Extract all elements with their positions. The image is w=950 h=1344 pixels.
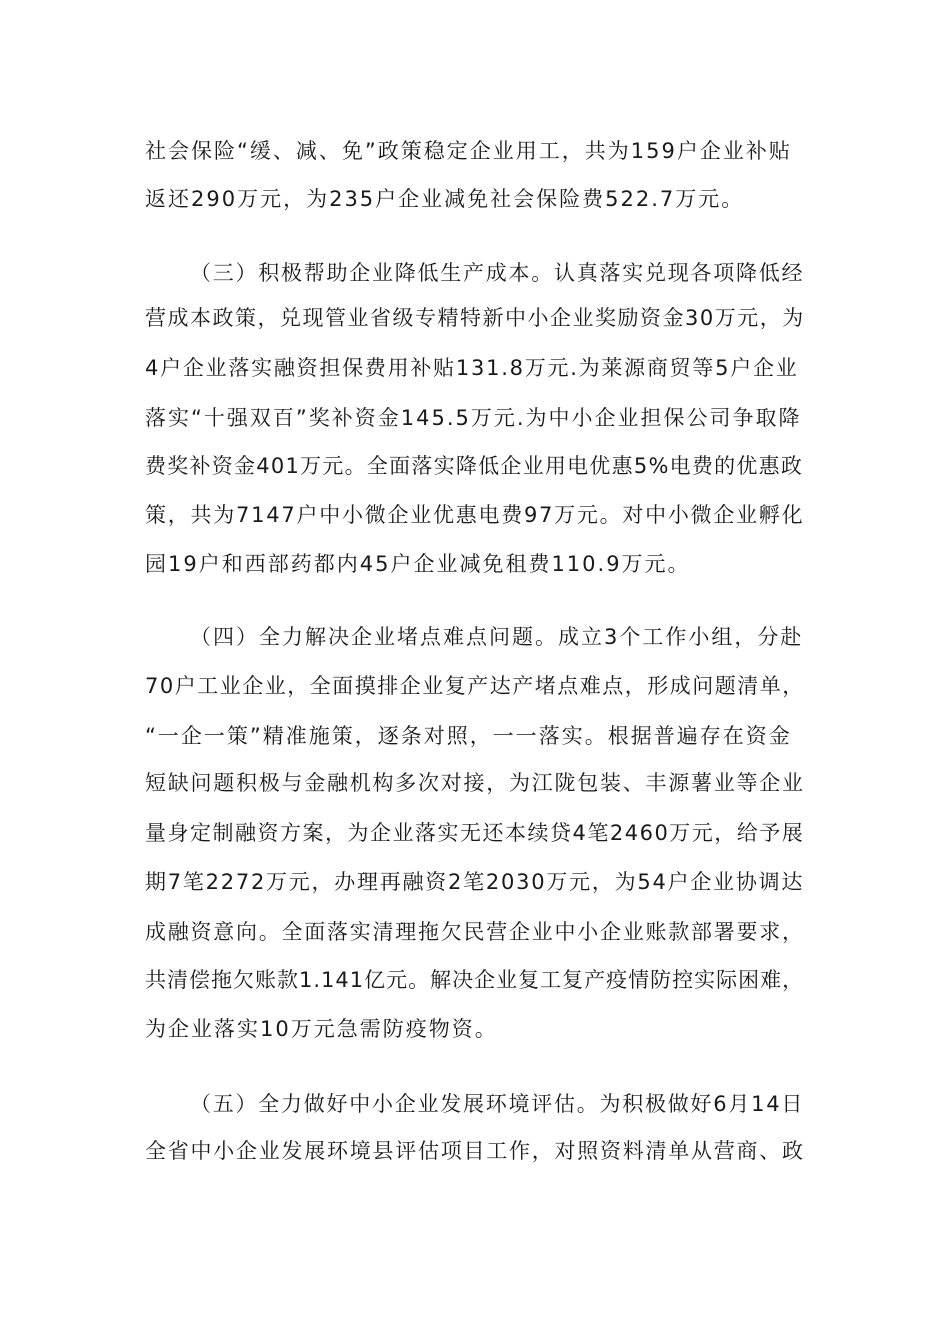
text-line: 费奖补资金401万元。全面落实降低企业用电优惠5%电费的优惠政	[145, 454, 804, 478]
text-line: 园19户和西部药都内45户企业减免租费110.9万元。	[145, 552, 691, 576]
text-line: 为企业落实10万元急需防疫物资。	[145, 1017, 498, 1041]
text-line: 短缺问题积极与金融机构多次对接，为江陇包装、丰源薯业等企业	[145, 771, 805, 795]
section-heading-4: （四）全力解决企业堵点难点问题。成立3个工作小组，分赴	[190, 625, 804, 649]
text-line: 70户工业企业，全面摸排企业复产达产堵点难点，形成问题清单，	[145, 674, 805, 698]
text-line: 共清偿拖欠账款1.141亿元。解决企业复工复产疫情防控实际困难，	[145, 968, 805, 992]
text-line: 量身定制融资方案，为企业落实无还本续贷4笔2460万元，给予展	[145, 821, 805, 845]
text-line: 返还290万元，为235户企业减免社会保险费522.7万元。	[145, 187, 745, 211]
text-line: 策，共为7147户中小微企业优惠电费97万元。对中小微企业孵化	[145, 503, 805, 527]
section-heading-5: （五）全力做好中小企业发展环境评估。为积极做好6月14日	[190, 1092, 805, 1116]
text-line: 成融资意向。全面落实清理拖欠民营企业中小企业账款部署要求，	[145, 920, 805, 944]
text-line: 全省中小企业发展环境县评估项目工作，对照资料清单从营商、政	[145, 1139, 805, 1163]
text-line: 社会保险“缓、减、免”政策稳定企业用工，共为159户企业补贴	[145, 139, 792, 163]
text-line: “一企一策”精准施策，逐条对照，一一落实。根据普遍存在资金	[145, 724, 792, 748]
text-line: 落实“十强双百”奖补资金145.5万元.为中小企业担保公司争取降	[145, 406, 802, 430]
text-line: 4户企业落实融资担保费用补贴131.8万元.为莱源商贸等5户企业	[145, 356, 799, 380]
section-heading-3: （三）积极帮助企业降低生产成本。认真落实兑现各项降低经	[190, 261, 805, 285]
text-line: 营成本政策，兑现管业省级专精特新中小企业奖励资金30万元，为	[145, 306, 805, 330]
text-line: 期7笔2272万元，办理再融资2笔2030万元，为54户企业协调达	[145, 870, 805, 894]
